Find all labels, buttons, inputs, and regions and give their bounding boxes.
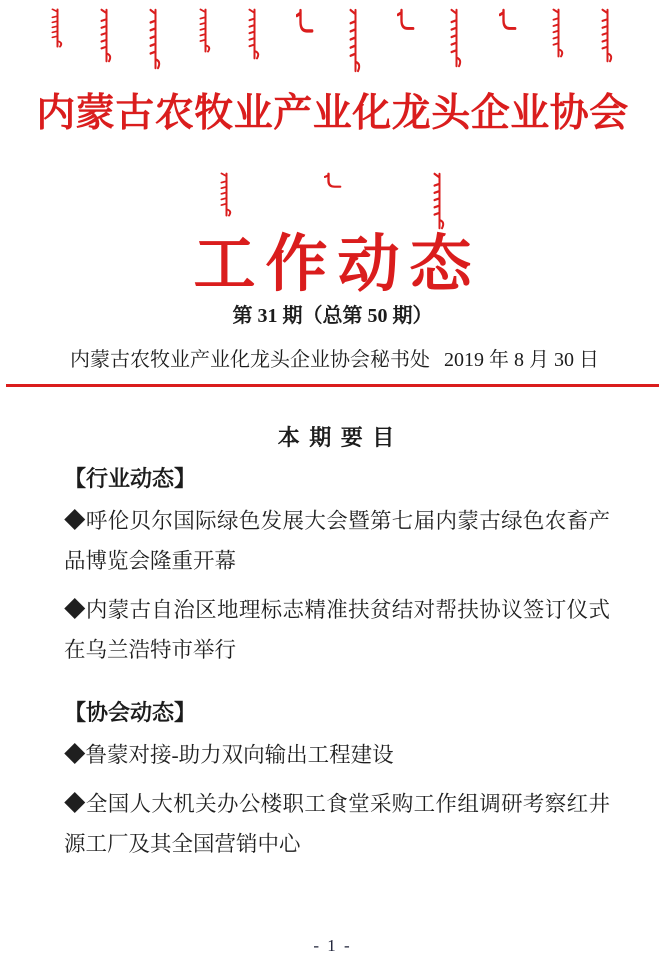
mongolian-script-word-icon — [99, 8, 114, 63]
issue-number-line: 第 31 期（总第 50 期） — [232, 305, 433, 327]
mongolian-script-word-icon — [499, 8, 517, 33]
toc-heading: 本 期 要 目 — [277, 425, 397, 450]
table-of-contents — [64, 424, 610, 864]
toc-item: ◆内蒙古自治区地理标志精准扶贫结对帮扶协议签订仪式在乌兰浩特市举行 — [64, 598, 610, 662]
publication-date: 2019 年 8 月 30 日 — [444, 349, 599, 371]
mongolian-script-word-icon — [324, 172, 342, 190]
mongolian-script-banner-row1 — [50, 8, 615, 78]
bulletin-title: 工作动态 — [193, 231, 482, 299]
mongolian-script-word-icon — [551, 8, 566, 58]
red-divider-rule — [6, 384, 659, 387]
toc-section-association — [64, 700, 610, 864]
mongolian-script-word-icon — [348, 8, 363, 73]
toc-section-title-industry: 【行业动态】 — [64, 466, 197, 491]
page-number: - 1 - — [313, 936, 352, 955]
mongolian-script-word-icon — [296, 8, 314, 36]
toc-item: ◆呼伦贝尔国际绿色发展大会暨第七届内蒙古绿色农畜产品博览会隆重开幕 — [64, 509, 610, 573]
mongolian-script-word-icon — [247, 8, 262, 60]
toc-item: ◆全国人大机关办公楼职工食堂采购工作组调研考察红井源工厂及其全国营销中心 — [64, 792, 610, 856]
mongolian-script-word-icon — [198, 8, 213, 53]
mongolian-script-word-icon — [148, 8, 163, 70]
publisher-date-line — [70, 347, 599, 373]
organization-title: 内蒙古农牧业产业化龙头企业协会 — [36, 92, 629, 135]
toc-section-title-association: 【协会动态】 — [64, 700, 197, 725]
mongolian-script-word-icon — [219, 172, 234, 217]
mongolian-script-word-icon — [50, 8, 65, 48]
publisher-name: 内蒙古农牧业产业化龙头企业协会秘书处 — [70, 349, 430, 371]
mongolian-script-word-icon — [397, 8, 415, 33]
mongolian-script-word-icon — [449, 8, 464, 68]
mongolian-script-word-icon — [600, 8, 615, 63]
toc-section-industry — [64, 466, 610, 670]
toc-item: ◆鲁蒙对接-助力双向输出工程建设 — [64, 743, 394, 767]
